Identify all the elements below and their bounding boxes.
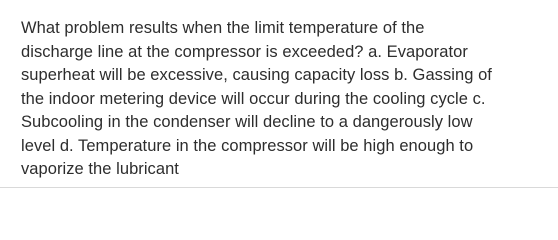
question-text: What problem results when the limit temperature of the discharge line at the compressor is exceeded? a. Evaporator superheat will be excessive, causing capacity loss b. Gassing of the indoor metering device will occur during the cooling cycle c. Subcooling in the condenser will decline to a dangerously low level d. Temperature in the compressor will be high enough to vaporize the lubricant [21, 19, 492, 178]
